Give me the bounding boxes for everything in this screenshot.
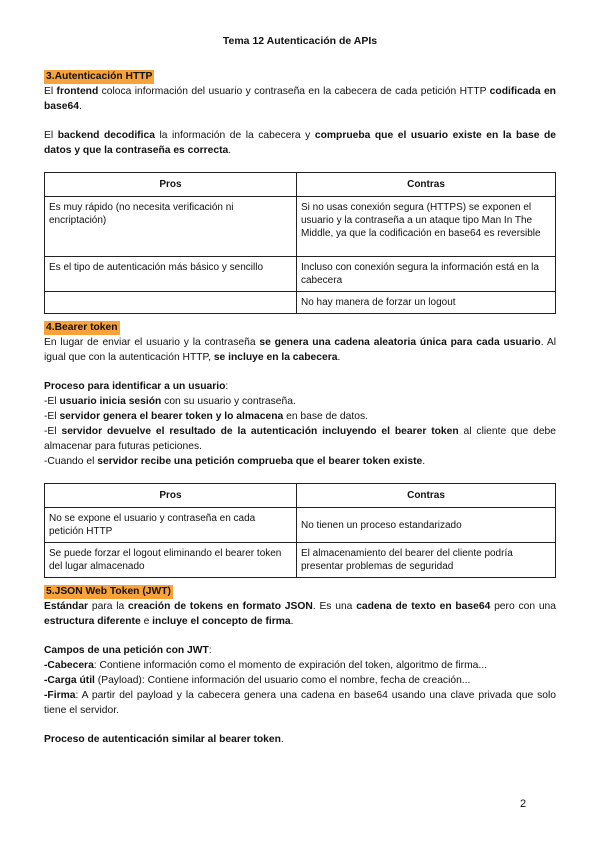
section-heading-http: 3.Autenticación HTTP: [46, 71, 153, 82]
jwt-paragraph-1: Estándar para la creación de tokens en formato JSON. Es una cadena de texto en base64 pero con una estructura diferente e incluye el concepto de firma.: [44, 601, 557, 627]
section-heading-jwt: 5.JSON Web Token (JWT): [46, 586, 171, 597]
table-row: [45, 197, 556, 257]
table-cell: No tienen un proceso estandarizado: [297, 508, 556, 543]
table-cell: El almacenamiento del bearer del cliente podría presentar problemas de seguridad: [297, 543, 556, 578]
jwt-closing: Proceso de autenticación similar al bearer token.: [44, 734, 284, 745]
table-cell: Es muy rápido (no necesita verificación ni encriptación): [45, 197, 297, 257]
pros-header: Pros: [45, 173, 297, 197]
bearer-pros-cons-table: [44, 483, 556, 578]
pros-header: Pros: [45, 484, 297, 508]
section-bearer-token: [44, 320, 556, 578]
table-cell: Se puede forzar el logout eliminando el bearer token del lugar almacenado: [45, 543, 297, 578]
table-cell: Si no usas conexión segura (HTTPS) se exponen el usuario y la contraseña a un ataque tipo Man In The Middle, ya que la codificación en base64 es reversible: [297, 197, 556, 257]
list-item: -Cuando el servidor recibe una petición comprueba que el bearer token existe.: [44, 456, 426, 467]
list-item: -El servidor devuelve el resultado de la autenticación incluyendo el bearer token al cliente que debe almacenar para futuras peticiones.: [44, 426, 557, 452]
table-cell: No hay manera de forzar un logout: [297, 292, 556, 314]
table-header-row: [45, 484, 556, 508]
contras-header: Contras: [297, 173, 556, 197]
table-cell: Es el tipo de autenticación más básico y sencillo: [45, 257, 297, 292]
list-item: -El usuario inicia sesión con su usuario y contraseña.: [44, 396, 296, 407]
table-cell: No se expone el usuario y contraseña en cada petición HTTP: [45, 508, 297, 543]
document-title: Tema 12 Autenticación de APIs: [222, 35, 378, 47]
table-row: [45, 543, 556, 578]
document-page: [44, 34, 556, 747]
section-http-auth: [44, 69, 556, 314]
http-pros-cons-table: [44, 172, 556, 314]
http-paragraph-1: El frontend coloca información del usuario y contraseña en la cabecera de cada petición HTTP codificada en base64.: [44, 86, 556, 112]
list-item: -El servidor genera el bearer token y lo almacena en base de datos.: [44, 411, 368, 422]
http-paragraph-2: El backend decodifica la información de la cabecera y comprueba que el usuario existe en la base de datos y que la contraseña es correcta.: [44, 130, 556, 156]
list-item: -Cabecera: Contiene información como el momento de expiración del token, algoritmo de firma...: [44, 660, 487, 671]
list-item: -Carga útil (Payload): Contiene información del usuario como el nombre, fecha de creación...: [44, 675, 471, 686]
table-row: [45, 508, 556, 543]
contras-header: Contras: [297, 484, 556, 508]
list-item: -Firma: A partir del payload y la cabecera genera una cadena en base64 usando una clave privada que solo tiene el servidor.: [44, 690, 556, 716]
bearer-process-title: Proceso para identificar a un usuario:: [44, 381, 229, 392]
table-header-row: [45, 173, 556, 197]
section-heading-bearer: 4.Bearer token: [46, 322, 118, 333]
table-cell: Incluso con conexión segura la información está en la cabecera: [297, 257, 556, 292]
bearer-paragraph-1: En lugar de enviar el usuario y la contraseña se genera una cadena aleatoria única para cada usuario. Al igual que con la autenticación HTTP, se incluye en la cabecera.: [44, 337, 556, 363]
table-row: [45, 257, 556, 292]
section-jwt: [44, 584, 556, 747]
jwt-fields-title: Campos de una petición con JWT:: [44, 645, 212, 656]
table-row: [45, 292, 556, 314]
page-number: 2: [520, 798, 527, 810]
table-cell: [45, 292, 297, 314]
